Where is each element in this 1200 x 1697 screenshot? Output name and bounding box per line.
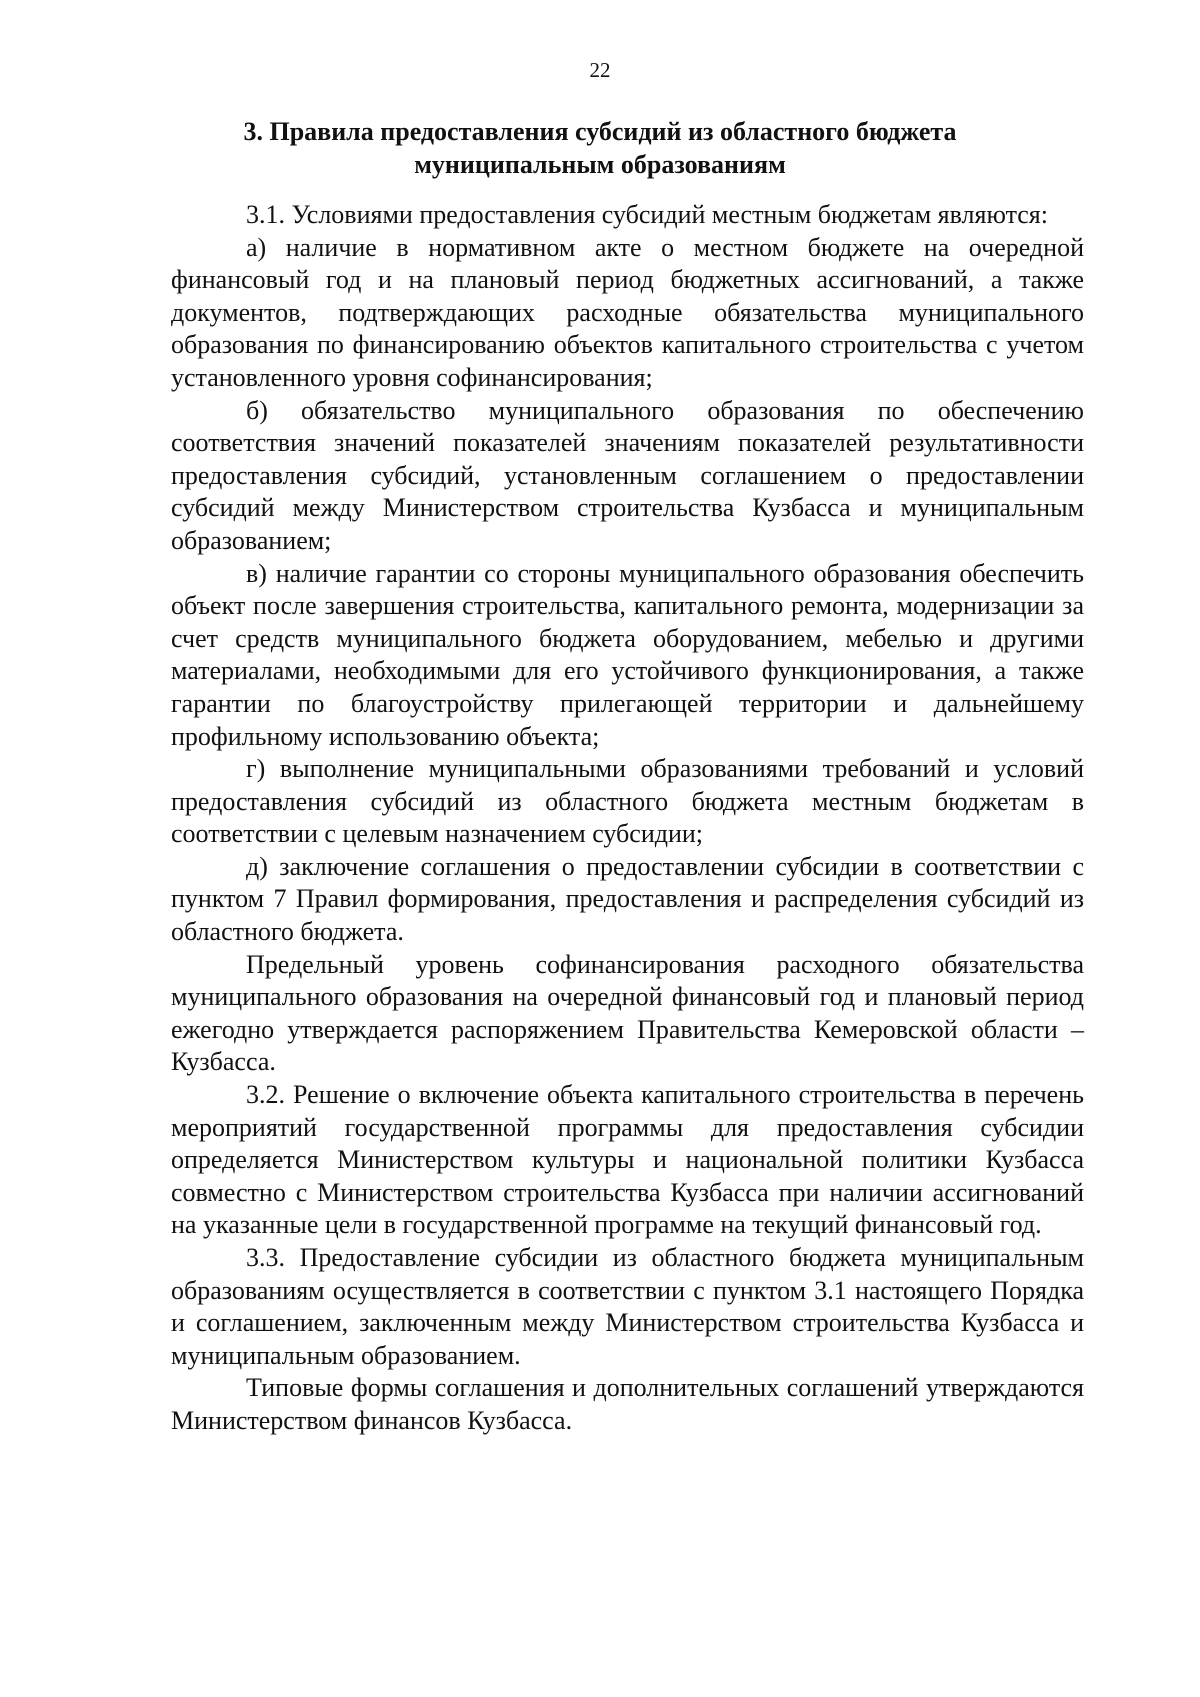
document-body (171, 199, 1084, 1438)
paragraph-standard-forms: Типовые формы соглашения и дополнительных соглашений утверждаются Министерством финансов Кузбасса. (171, 1373, 1084, 1435)
page-number: 22 (589, 58, 611, 82)
section-title-line-2: муниципальным образованиям (414, 150, 786, 179)
paragraph-3-2: 3.2. Решение о включение объекта капитального строительства в перечень мероприятий государственной программы для предоставления субсидии определяется Министерством культуры и национальной политики Кузбасса совместно с Министерством строительства Кузбасса при наличии ассигнований на указанные цели в государственной программе на текущий финансовый год. (171, 1080, 1084, 1240)
paragraph-item-d: д) заключение соглашения о предоставлении субсидии в соответствии с пунктом 7 Правил формирования, предоставления и распределения субсидий из областного бюджета. (171, 851, 1084, 947)
paragraph-item-v: в) наличие гарантии со стороны муниципального образования обеспечить объект после завершения строительства, капитального ремонта, модернизации за счет средств муниципального бюджета оборудованием, мебелью и другими материалами, необходимыми для его устойчивого функционирования, а также гарантии по благоустройству прилегающей территории и дальнейшему профильному использованию объекта; (171, 558, 1084, 751)
section-title-line-1: 3. Правила предоставления субсидий из областного бюджета (243, 117, 957, 146)
section-title (200, 115, 1000, 181)
paragraph-item-b: б) обязательство муниципального образования по обеспечению соответствия значений показателей значениям показателей результативности предоставления субсидий, установленным соглашением о предоставлении субсидий между Министерством строительства Кузбасса и муниципальным образованием; (171, 395, 1084, 555)
paragraph-cofinancing-limit: Предельный уровень софинансирования расходного обязательства муниципального образования на очередной финансовый год и плановый период ежегодно утверждается распоряжением Правительства Кемеровской области – Кузбасса. (171, 949, 1084, 1077)
paragraph-3-1: 3.1. Условиями предоставления субсидий местным бюджетам являются: (246, 200, 1048, 229)
paragraph-3-3: 3.3. Предоставление субсидии из областного бюджета муниципальным образованиям осуществляется в соответствии с пунктом 3.1 настоящего Порядка и соглашением, заключенным между Министерством строительства Кузбасса и муниципальным образованием. (171, 1243, 1084, 1370)
paragraph-item-g: г) выполнение муниципальными образованиями требований и условий предоставления субсидий из областного бюджета местным бюджетам в соответствии с целевым назначением субсидии; (171, 754, 1084, 849)
paragraph-item-a: а) наличие в нормативном акте о местном бюджете на очередной финансовый год и на плановый период бюджетных ассигнований, а также документов, подтверждающих расходные обязательства муниципального образования по финансированию объектов капитального строительства с учетом установленного уровня софинансирования; (171, 232, 1084, 392)
